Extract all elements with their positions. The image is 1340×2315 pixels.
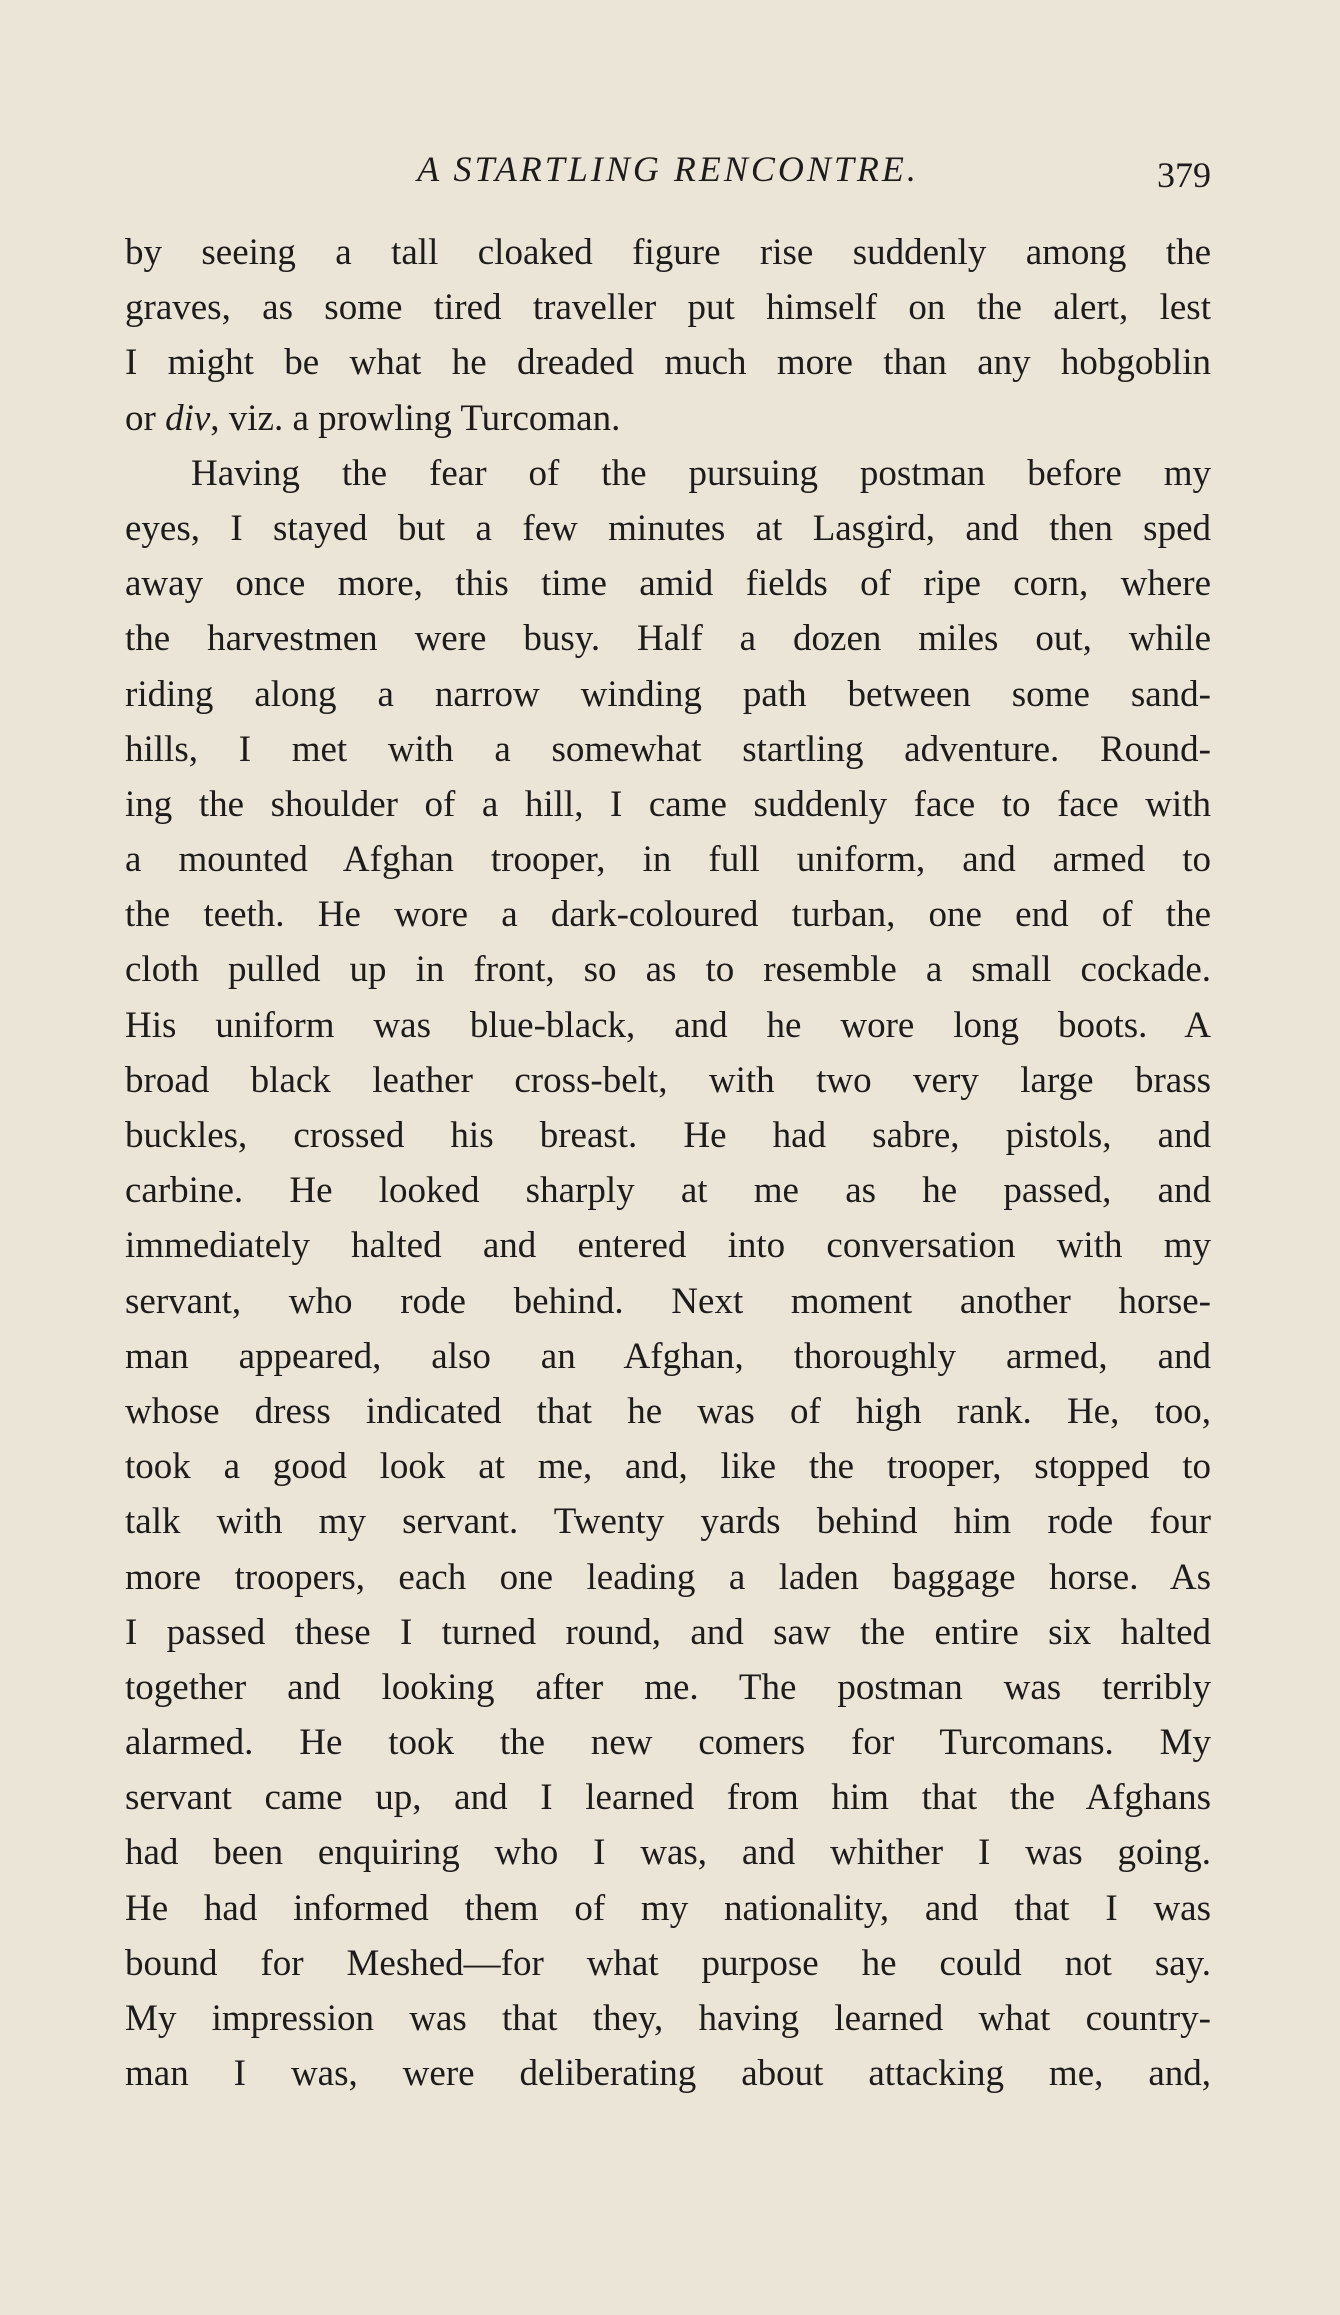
text-line: His uniform was blue-black, and he wore long boots. A	[125, 1004, 1211, 1046]
text-line: buckles, crossed his breast. He had sabre, pistols, and	[125, 1115, 1211, 1156]
text-line: the harvestmen were busy. Half a dozen miles out, while	[125, 618, 1211, 660]
text-segment: , viz. a prowling Turcoman.	[210, 397, 621, 439]
text-line: I passed these I turned round, and saw the entire six halted	[125, 1611, 1211, 1653]
text-line	[125, 391, 1211, 446]
text-line: whose dress indicated that he was of high rank. He, too,	[125, 1390, 1211, 1432]
text-line: immediately halted and entered into conversation with my	[125, 1225, 1211, 1267]
text-line: I might be what he dreaded much more than any hobgoblin	[125, 342, 1211, 384]
text-line: Having the fear of the pursuing postman before my	[191, 452, 1211, 494]
text-line: ing the shoulder of a hill, I came suddenly face to face with	[125, 783, 1211, 825]
text-line: eyes, I stayed but a few minutes at Lasgird, and then sped	[125, 507, 1211, 549]
text-segment: or	[125, 397, 166, 439]
text-line: cloth pulled up in front, so as to resemble a small cockade.	[125, 949, 1211, 991]
text-line: servant, who rode behind. Next moment another horse-	[125, 1280, 1211, 1322]
italic-word: div	[165, 397, 211, 439]
text-line: the teeth. He wore a dark-coloured turban, one end of the	[125, 894, 1211, 936]
text-line: took a good look at me, and, like the trooper, stopped to	[125, 1446, 1211, 1488]
text-line: talk with my servant. Twenty yards behind him rode four	[125, 1501, 1211, 1543]
text-line: had been enquiring who I was, and whither I was going.	[125, 1832, 1211, 1874]
page-header	[125, 142, 1211, 195]
text-line: carbine. He looked sharply at me as he passed, and	[125, 1170, 1211, 1212]
text-line: alarmed. He took the new comers for Turcomans. My	[125, 1722, 1211, 1764]
text-line: a mounted Afghan trooper, in full uniform, and armed to	[125, 839, 1211, 881]
text-line: more troopers, each one leading a laden baggage horse. As	[125, 1556, 1211, 1598]
text-line: together and looking after me. The postman was terribly	[125, 1666, 1211, 1708]
text-line: broad black leather cross-belt, with two very large brass	[125, 1059, 1211, 1101]
text-line: graves, as some tired traveller put himself on the alert, lest	[125, 287, 1211, 329]
text-line: servant came up, and I learned from him that the Afghans	[125, 1777, 1211, 1819]
text-line: away once more, this time amid fields of ripe corn, where	[125, 563, 1211, 605]
text-line: riding along a narrow winding path between some sand-	[125, 673, 1211, 715]
running-title: A STARTLING RENCONTRE.	[417, 149, 919, 189]
text-line: hills, I met with a somewhat startling adventure. Round-	[125, 728, 1211, 770]
text-line: by seeing a tall cloaked figure rise suddenly among the	[125, 232, 1211, 273]
text-line: My impression was that they, having learned what country-	[125, 1998, 1211, 2039]
text-line: man I was, were deliberating about attacking me, and,	[125, 2053, 1211, 2095]
body-text	[125, 225, 1211, 2101]
text-line: He had informed them of my nationality, and that I was	[125, 1887, 1211, 1929]
page-number: 379	[1157, 155, 1211, 195]
text-line: man appeared, also an Afghan, thoroughly armed, and	[125, 1335, 1211, 1377]
text-line: bound for Meshed—for what purpose he could not say.	[125, 1942, 1211, 1984]
